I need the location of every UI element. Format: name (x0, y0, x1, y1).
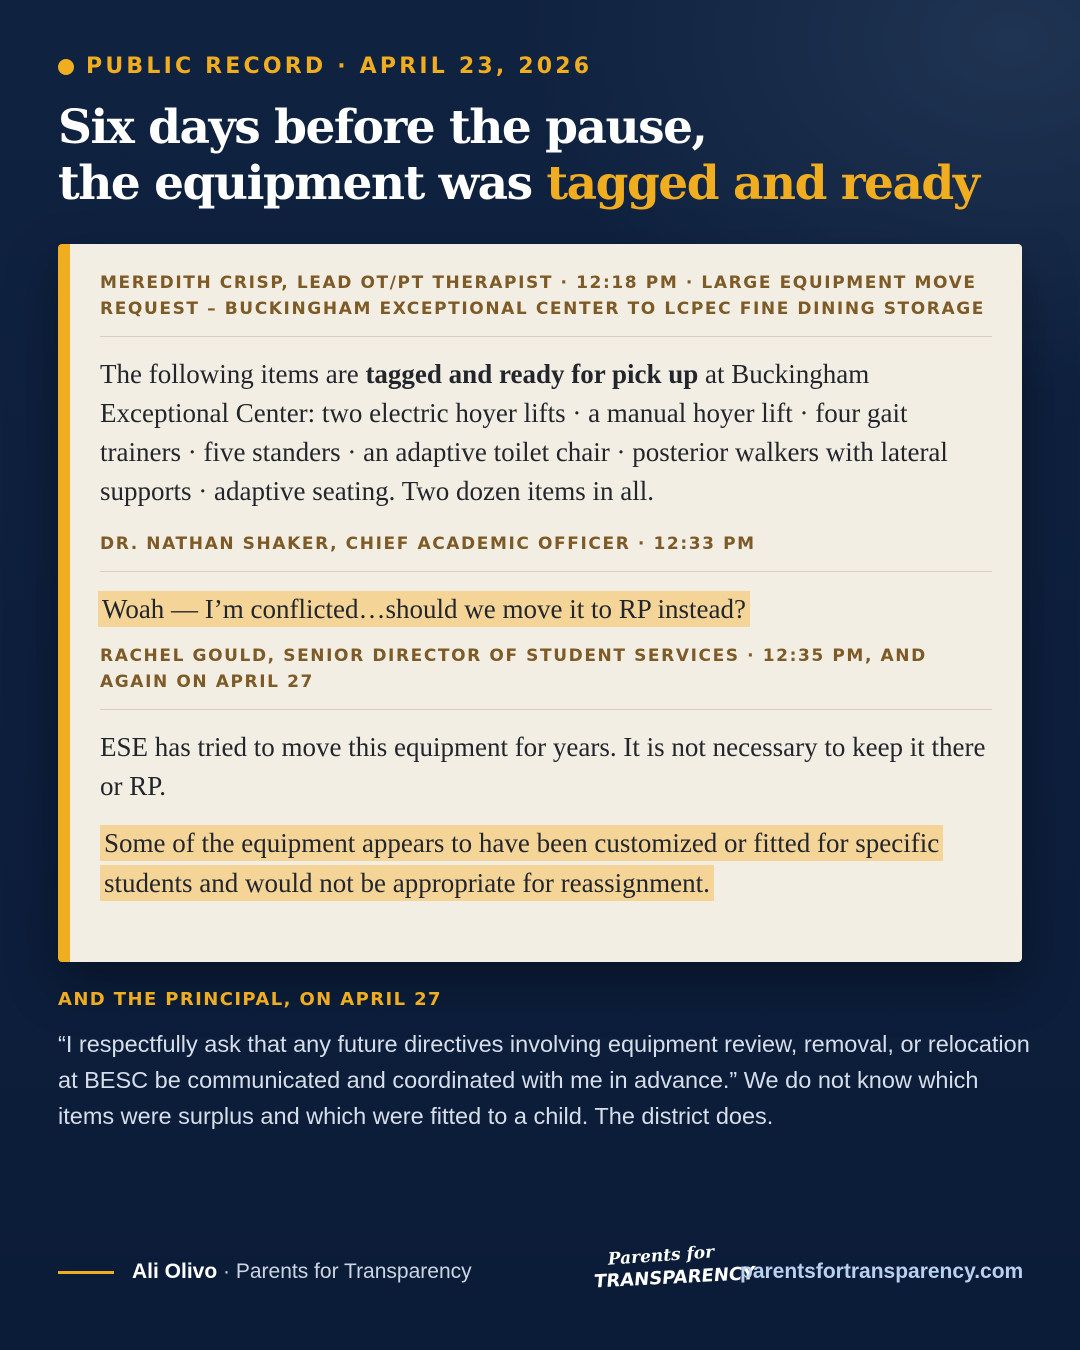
entry1-text (100, 355, 992, 511)
site-link[interactable]: parentsfortransparency.com (740, 1260, 1024, 1283)
entry3-highlight-wrap (100, 823, 992, 903)
parents-for-transparency-logo (593, 1242, 756, 1298)
record-card (58, 244, 1022, 962)
entry2-quote-wrap (98, 590, 992, 629)
entry2-meta: DR. NATHAN SHAKER, CHIEF ACADEMIC OFFICER · 12:33 PM (100, 534, 756, 554)
headline-accent: tagged and ready (546, 156, 979, 211)
divider (100, 571, 992, 572)
divider (100, 709, 992, 710)
principal-text: “I respectfully ask that any future directives involving equipment review, removal, or relocation at BESC be communicated and coordinated with me in advance.” We do not know which items were surplus and which were fitted to a child. The district does. (58, 1031, 1030, 1129)
divider (100, 336, 992, 337)
kicker-dot-icon (58, 59, 74, 75)
entry3-highlight: Some of the equipment appears to have been customized or fitted for specific students and would not be appropriate for reassignment. (100, 825, 943, 901)
entry1-pre: The following items are (100, 359, 366, 389)
entry1-bold: tagged and ready for pick up (365, 359, 699, 389)
author-name: Ali Olivo (132, 1260, 218, 1283)
entry1-meta: MEREDITH CRISP, LEAD OT/PT THERAPIST · 12:18 PM · LARGE EQUIPMENT MOVE REQUEST – BUCKINGHAM EXCEPTIONAL CENTER TO LCPEC FINE DINING STORAGE (100, 273, 986, 319)
entry2-quote: Woah — I’m conflicted…should we move it to RP instead? (98, 591, 750, 627)
footer-author (132, 1260, 472, 1284)
entry1-post: at Buckingham Exceptional Center: two electric hoyer lifts · a manual hoyer lift · four gait trainers · five standers · an adaptive toilet chair · posterior walkers with lateral supports · adaptive seating. Two dozen items in all. (100, 359, 948, 506)
headline-line2-prefix: the equipment was (58, 156, 547, 211)
headline-line1: Six days before the pause, (58, 100, 707, 155)
kicker-text: PUBLIC RECORD · APRIL 23, 2026 (86, 54, 593, 79)
logo-bottom-text: TRANSPARENCY (593, 1263, 756, 1293)
entry3-meta: RACHEL GOULD, SENIOR DIRECTOR OF STUDENT SERVICES · 12:35 PM, AND AGAIN ON APRIL 27 (100, 646, 927, 692)
logo-top-text: Parents for (607, 1242, 715, 1270)
entry3-text: ESE has tried to move this equipment for years. It is not necessary to keep it there or RP. (100, 732, 986, 801)
kicker (58, 54, 592, 79)
headline (58, 100, 1038, 212)
footer-accent-line (58, 1271, 114, 1274)
principal-label: AND THE PRINCIPAL, ON APRIL 27 (58, 989, 442, 1010)
author-suffix: · Parents for Transparency (217, 1260, 472, 1283)
